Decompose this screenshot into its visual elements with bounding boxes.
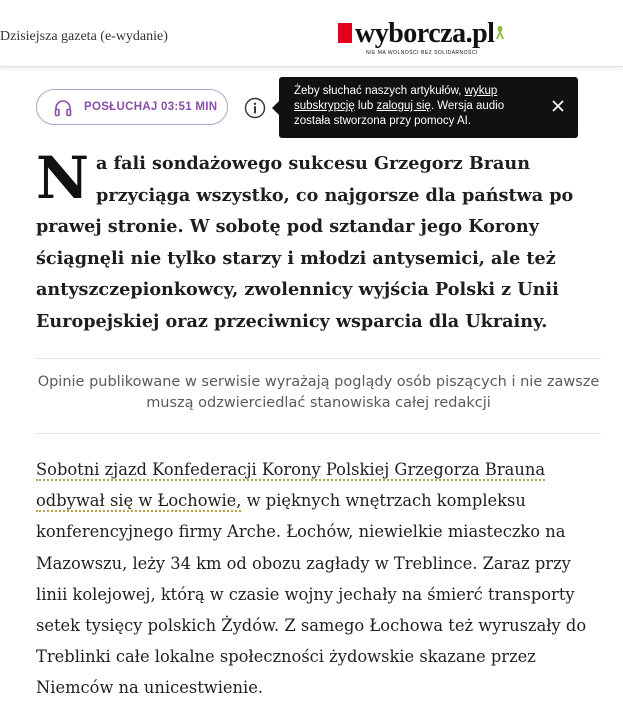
opinion-disclaimer: Opinie publikowane w serwisie wyrażają poglądy osób piszących i nie zawsze muszą odzwierciedlać stanowiska całej redakcji bbox=[37, 374, 600, 411]
tooltip-arrow bbox=[272, 101, 279, 115]
headphones-icon bbox=[53, 98, 73, 121]
listen-button[interactable] bbox=[36, 89, 228, 125]
tooltip-text-part: Żeby słuchać naszych artykułów, bbox=[294, 85, 465, 97]
logo-red-square bbox=[338, 23, 352, 43]
drop-cap: N bbox=[36, 144, 90, 212]
article-inline-link[interactable]: Sobotni zjazd Konfederacji Korony Polskiej Grzegorza Brauna odbywał się w Łochowie, bbox=[36, 460, 546, 511]
divider bbox=[36, 358, 601, 359]
ribbon-icon bbox=[495, 24, 505, 44]
tooltip-text bbox=[294, 84, 539, 129]
wyborcza-logo[interactable] bbox=[338, 20, 538, 60]
listen-label: POSŁUCHAJ bbox=[84, 101, 158, 113]
subscribe-link[interactable]: wykup subskrypcję bbox=[294, 85, 498, 112]
logo-text: wyborcza.pl bbox=[355, 18, 495, 49]
tooltip-text-part: . Wersja audio została stworzona przy pomocy AI. bbox=[294, 100, 505, 127]
body-paragraph: w pięknych wnętrzach kompleksu konferencyjnego firmy Arche. Łochów, niewielkie miasteczko na Mazowszu, leży 34 km od obozu zagłady w Treblince. Zaraz przy linii kolejowej, którą w czasie wojny jechały na śmierć transporty setek tysięcy polskich Żydów. Z samego Łochowa też wyruszały do Treblinki całe lokalne społeczności żydowskie skazane przez Niemców na unicestwienie. bbox=[36, 491, 587, 698]
audio-duration: 03:51 MIN bbox=[161, 101, 218, 113]
close-icon[interactable] bbox=[551, 99, 565, 113]
info-icon[interactable] bbox=[244, 97, 266, 119]
article-lead bbox=[36, 144, 589, 337]
audio-info-tooltip bbox=[279, 77, 578, 138]
site-header bbox=[0, 0, 623, 67]
tooltip-text-part: lub bbox=[354, 100, 377, 112]
e-edition-link[interactable]: Dzisiejsza gazeta (e-wydanie) bbox=[0, 29, 168, 44]
divider bbox=[36, 433, 601, 434]
article-body bbox=[36, 454, 589, 704]
logo-tagline: NIE MA WOLNOŚCI BEZ SOLIDARNOŚCI bbox=[366, 50, 478, 56]
login-link[interactable]: zaloguj się bbox=[376, 100, 431, 112]
lead-text: a fali sondażowego sukcesu Grzegorz Braun przyciąga wszystko, co najgorsze dla państwa po prawej stronie. W sobotę pod sztandar jego Korony ściągnęli nie tylko starzy i młodzi antysemici, ale też antyszczepionkowcy, zwolennicy wyjścia Polski z Unii Europejskiej oraz przeciwnicy wsparcia dla Ukrainy. bbox=[36, 153, 574, 332]
